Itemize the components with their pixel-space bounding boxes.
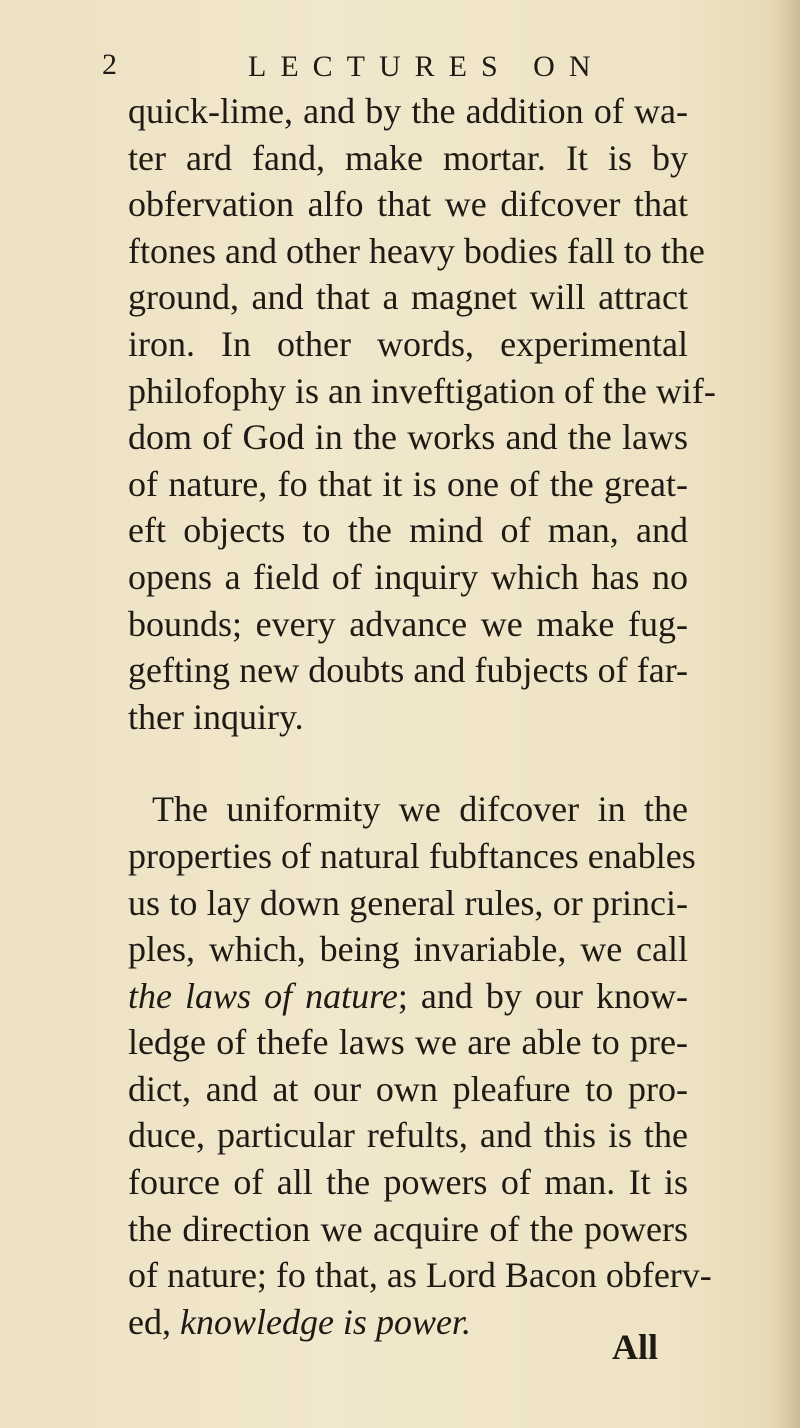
- paragraph-1: [128, 88, 716, 740]
- page-number: 2: [102, 48, 118, 81]
- text-line: the direction we acquire of the powers: [128, 1208, 688, 1249]
- text-line: dom of God in the works and the laws: [128, 417, 688, 458]
- text-line: The uniformity we difcover in the: [152, 789, 688, 830]
- text-line: of nature; fo that, as Lord Bacon obferv-: [128, 1255, 712, 1296]
- text-line: ples, which, being invariable, we call: [128, 929, 688, 970]
- text-line: philofophy is an inveftigation of the wif-: [128, 370, 716, 411]
- paragraph-gap: [128, 740, 688, 786]
- text-line: ter ard fand, make mortar. It is by: [128, 137, 688, 178]
- text-line: ftones and other heavy bodies fall to the: [128, 230, 705, 271]
- catchword: All: [612, 1327, 659, 1367]
- running-head: LECTURES ON: [248, 50, 605, 83]
- text-line: quick-lime, and by the addition of wa-: [128, 91, 688, 131]
- text-line: [128, 1299, 688, 1346]
- text-line: ther inquiry.: [128, 696, 304, 737]
- page-header: [0, 42, 800, 92]
- text-line: obfervation alfo that we difcover that: [128, 184, 688, 225]
- text-line: opens a field of inquiry which has no: [128, 556, 688, 597]
- text-line: of nature, fo that it is one of the great-: [128, 463, 688, 504]
- text-line: ground, and that a magnet will attract: [128, 277, 688, 318]
- text-line: us to lay down general rules, or princi-: [128, 882, 688, 923]
- italic-phrase-knowledge-is-power: knowledge is power.: [179, 1301, 471, 1342]
- text-line: ledge of thefe laws we are able to pre-: [128, 1022, 688, 1063]
- text-line: dict, and at our own pleafure to pro-: [128, 1068, 688, 1109]
- text-line: duce, particular refults, and this is the: [128, 1115, 688, 1156]
- text-line: [128, 973, 688, 1020]
- page-edge-shadow: [772, 0, 800, 1428]
- text-line: gefting new doubts and fubjects of far-: [128, 650, 688, 691]
- italic-phrase-laws-of-nature: the laws of nature: [128, 975, 398, 1016]
- text-line-start: ed,: [128, 1301, 171, 1342]
- text-line: properties of natural fubftances enables: [128, 835, 696, 876]
- paragraph-2: [128, 786, 712, 1345]
- text-line: bounds; every advance we make fug-: [128, 603, 688, 644]
- text-line-rest: ; and by our know-: [397, 975, 688, 1016]
- text-line: fource of all the powers of man. It is: [128, 1162, 688, 1203]
- text-line: eft objects to the mind of man, and: [128, 510, 688, 551]
- body-text: [128, 88, 716, 1345]
- text-line: iron. In other words, experimental: [128, 323, 688, 364]
